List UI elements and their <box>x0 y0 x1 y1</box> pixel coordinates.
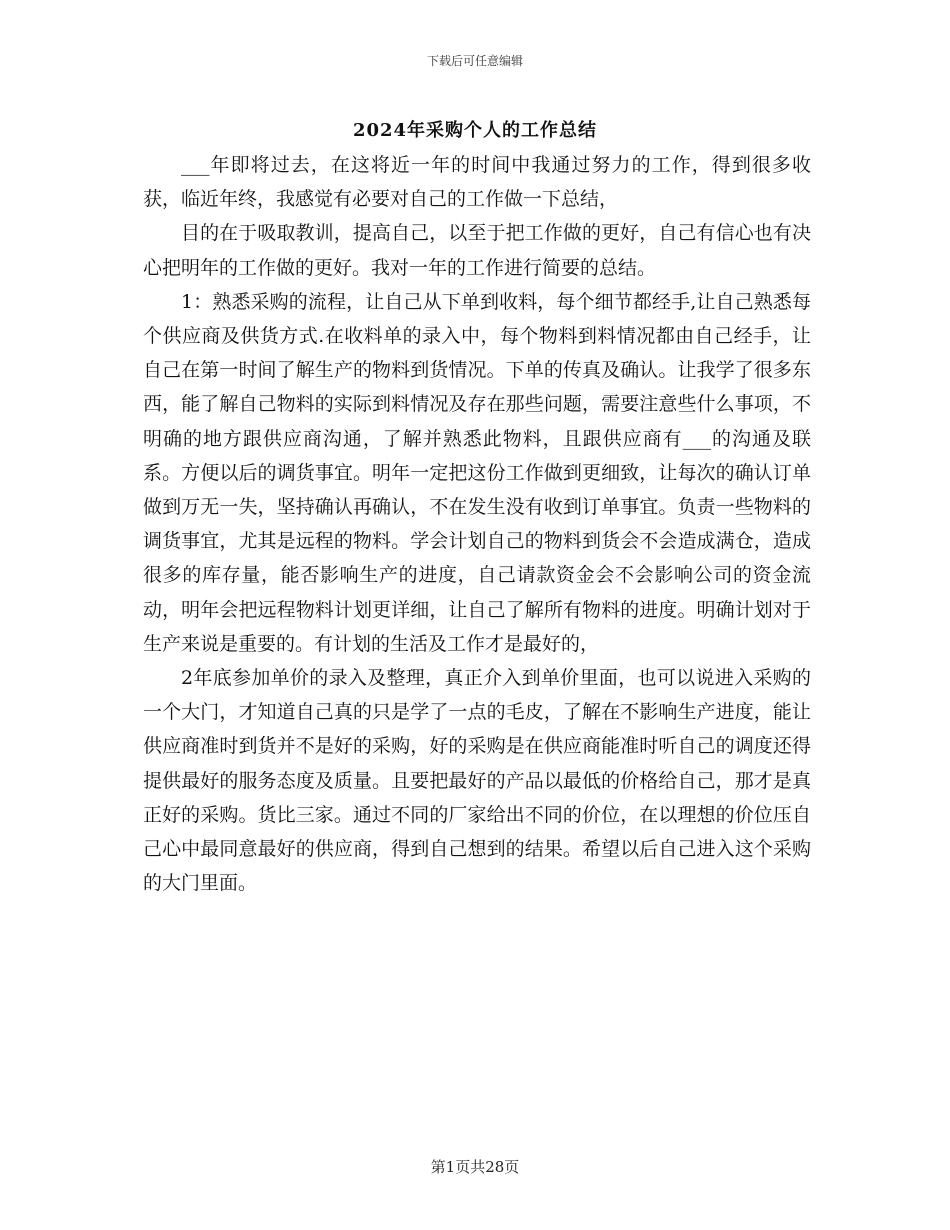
paragraph-intro: ___年即将过去，在这将近一年的时间中我通过努力的工作，得到很多收获，临近年终，我感觉有必要对自己的工作做一下总结， <box>143 154 811 211</box>
header-note: 下载后可任意编辑 <box>426 54 523 68</box>
paragraph-purpose: 目的在于吸取教训，提高自己，以至于把工作做的更好，自己有信心也有决心把明年的工作做的更好。我对一年的工作进行简要的总结。 <box>143 222 811 279</box>
document-title: 2024年采购个人的工作总结 <box>352 120 598 141</box>
paragraph-section-1: 1：熟悉采购的流程，让自己从下单到收料，每个细节都经手,让自己熟悉每个供应商及供货方式.在收料单的录入中，每个物料到料情况都由自己经手，让自己在第一时间了解生产的物料到货情况。下单的传真及确认。让我学了很多东西，能了解自己物料的实际到料情况及存在那些问题，需要注意些什么事项，不明确的地方跟供应商沟通，了解并熟悉此物料，且跟供应商有___的沟通及联系。方便以后的调货事宜。明年一定把这份工作做到更细致，让每次的确认订单做到万无一失，坚持确认再确认，不在发生没有收到订单事宜。负责一些物料的调货事宜，尤其是远程的物料。学会计划自己的物料到货会不会造成满仓，造成很多的库存量，能否影响生产的进度，自己请款资金会不会影响公司的资金流动，明年会把远程物料计划更详细，让自己了解所有物料的进度。明确计划对于生产来说是重要的。有计划的生活及工作才是最好的， <box>143 290 811 655</box>
paragraph-section-2: 2年底参加单价的录入及整理，真正介入到单价里面，也可以说进入采购的一个大门，才知道自己真的只是学了一点的毛皮，了解在不影响生产进度，能让供应商准时到货并不是好的采购，好的采购是在供应商能准时听自己的调度还得提供最好的服务态度及质量。且要把最好的产品以最低的价格给自己，那才是真正好的采购。货比三家。通过不同的厂家给出不同的价位，在以理想的价位压自己心中最同意最好的供应商，得到自己想到的结果。希望以后自己进入这个采购的大门里面。 <box>143 667 811 895</box>
document-body <box>143 148 811 900</box>
page-number: 第1页共28页 <box>430 1158 520 1176</box>
